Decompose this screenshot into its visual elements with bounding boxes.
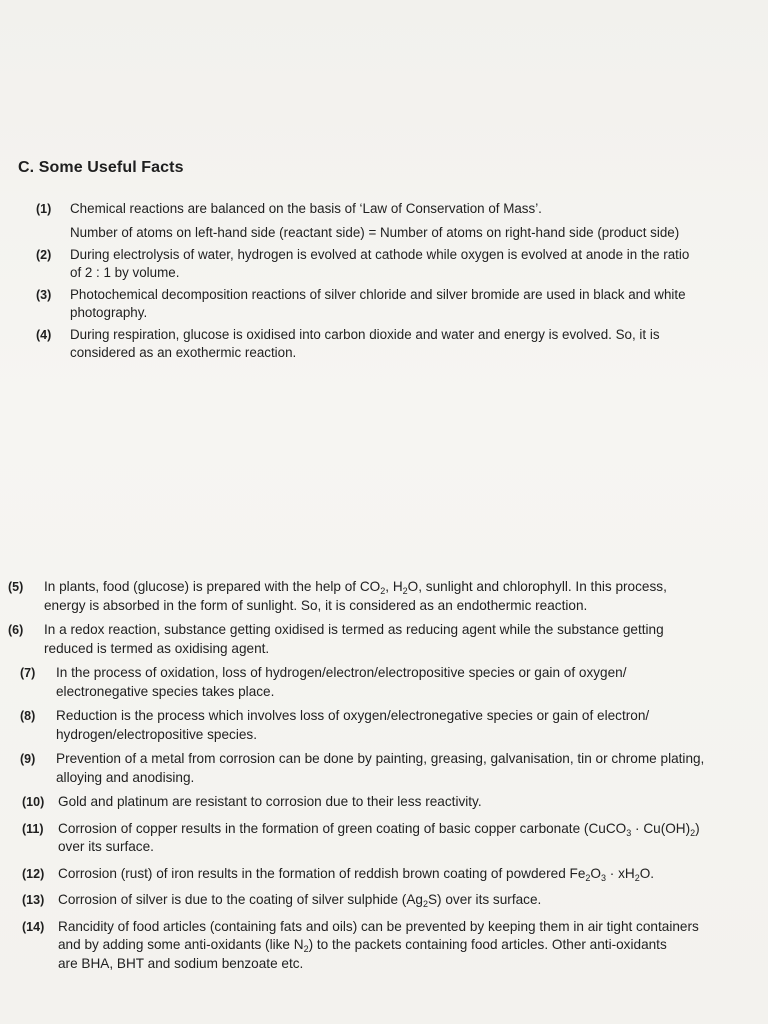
fact-item-1: [36, 200, 736, 242]
facts-list-lower: [8, 578, 748, 973]
fact-item-13: [8, 891, 748, 910]
fact-item-14: [8, 918, 748, 974]
fact-number: (13): [22, 893, 45, 907]
fact-number: (11): [22, 821, 44, 836]
fact-text: In plants, food (glucose) is prepared with the help of $CO_2$, $H_2O$, sunlight and chlorophyll. In this process, energy is absorbed in the form of sunlight. So, it is considered as an endothermic reaction.: [44, 579, 667, 613]
fact-text: In a redox reaction, substance getting oxidised is termed as reducing agent while the substance getting reduced is termed as oxidising agent.: [44, 622, 664, 656]
fact-number: (4): [36, 328, 52, 342]
fact-text: Corrosion (rust) of iron results in the formation of reddish brown coating of powdered $Fe_2O_3 \cdot xH_2O$.: [58, 865, 655, 883]
fact-item-9: [8, 750, 748, 787]
fact-number: (7): [20, 666, 36, 680]
fact-number: (10): [22, 795, 45, 809]
fact-number: (5): [8, 580, 24, 594]
fact-text: Reduction is the process which involves loss of oxygen/electronegative species or gain of electron/ hydrogen/electropositive species.: [56, 708, 650, 742]
fact-text: During electrolysis of water, hydrogen is evolved at cathode while oxygen is evolved at anode in the ratio of 2 : 1 by volume.: [70, 247, 690, 280]
fact-number: (2): [36, 248, 52, 262]
fact-item-7: [8, 664, 748, 701]
fact-text: Rancidity of food articles (containing fats and oils) can be prevented by keeping them in air tight containers and by adding some anti-oxidants (like $N_2$) to the packets containing food articles. Other anti-oxidants are BHA, BHT and sodium benzoate etc.: [58, 918, 699, 971]
fact-number: (1): [36, 202, 52, 216]
fact-text: Corrosion of copper results in the formation of green coating of basic copper carbonate (CuCO$_3$ · $Cu(OH)_2$) over its surface.: [58, 820, 700, 854]
fact-text: Gold and platinum are resistant to corrosion due to their less reactivity.: [58, 794, 482, 809]
fact-number: (3): [36, 288, 52, 302]
fact-text: Photochemical decomposition reactions of silver chloride and silver bromide are used in black and white photography.: [70, 287, 686, 320]
fact-text: During respiration, glucose is oxidised into carbon dioxide and water and energy is evolved. So, it is considered as an exothermic reaction.: [70, 327, 660, 360]
fact-item-10: [8, 793, 748, 812]
fact-number: (12): [22, 866, 45, 881]
fact-item-2: [36, 246, 736, 282]
facts-list-upper: [36, 200, 736, 362]
fact-item-6: [8, 621, 748, 658]
fact-item-11: [8, 820, 748, 857]
fact-text: Corrosion of silver is due to the coating of silver sulphide $(Ag_2S)$ over its surface.: [58, 892, 542, 909]
fact-text: In the process of oxidation, loss of hydrogen/electron/electropositive species or gain of oxygen/ electronegative species takes place.: [56, 665, 627, 699]
fact-item-5: [8, 578, 748, 615]
fact-item-4: [36, 326, 736, 362]
fact-number: (14): [22, 919, 45, 934]
fact-number: (6): [8, 623, 24, 637]
fact-text: Prevention of a metal from corrosion can be done by painting, greasing, galvanisation, tin or chrome plating, alloying and anodising.: [56, 751, 705, 785]
fact-number: (8): [20, 709, 36, 723]
fact-text: Chemical reactions are balanced on the basis of ‘Law of Conservation of Mass’. Number of atoms on left-hand side (reactant side) = Number of atoms on right-hand side (product side): [70, 201, 680, 240]
fact-number: (9): [20, 752, 36, 766]
fact-item-12: [8, 865, 748, 884]
fact-item-8: [8, 707, 748, 744]
section-heading: C. Some Useful Facts: [18, 159, 184, 176]
fact-item-3: [36, 286, 736, 322]
